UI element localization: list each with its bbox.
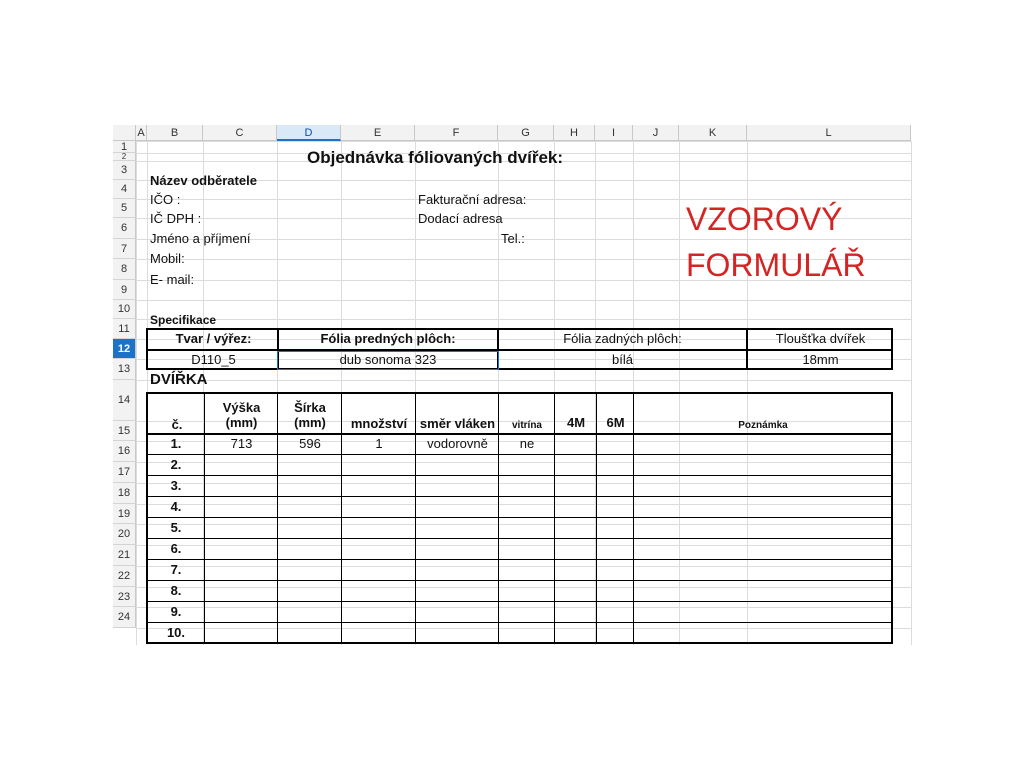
door-row-num: 8. — [170, 583, 182, 598]
column-header-a[interactable]: A — [136, 125, 147, 141]
form-title: Objednávka fóliovaných dvířek: — [307, 148, 564, 167]
col-num-header: č. — [171, 417, 183, 432]
col-height-header: Výška — [222, 400, 261, 415]
table-border — [277, 392, 278, 644]
door-row-num: 7. — [170, 562, 182, 577]
table-border — [204, 392, 205, 644]
row-header-21[interactable]: 21 — [113, 545, 136, 566]
row-header-5[interactable]: 5 — [113, 199, 136, 218]
row-header-17[interactable]: 17 — [113, 462, 136, 483]
table-border — [596, 392, 597, 644]
row-header-12[interactable]: 12 — [113, 339, 136, 359]
customer-heading: Název odběratele — [150, 173, 257, 188]
delivery-address-label: Dodací adresa — [418, 211, 503, 226]
thickness-label: Tloušťka dvířek — [775, 331, 866, 346]
row-header-19[interactable]: 19 — [113, 504, 136, 524]
col-qty-header: množství — [350, 416, 408, 431]
row-header-18[interactable]: 18 — [113, 483, 136, 504]
sample-form-stamp: VZOROVÝ FORMULÁŘ — [686, 201, 866, 283]
door-row-num: 2. — [170, 457, 182, 472]
column-header-e[interactable]: E — [341, 125, 415, 141]
name-label: Jméno a příjmení — [150, 231, 251, 246]
phone-label: Tel.: — [501, 231, 525, 246]
front-foil-value: dub sonoma 323 — [339, 352, 437, 367]
doors-heading: DVÍŘKA — [150, 371, 208, 388]
row-header-22[interactable]: 22 — [113, 566, 136, 587]
row-header-6[interactable]: 6 — [113, 218, 136, 239]
door-row-num: 10. — [166, 625, 186, 640]
select-all-corner[interactable] — [113, 125, 136, 141]
col-vitrina-header: vitrína — [511, 420, 542, 431]
icdph-label: IČ DPH : — [150, 211, 202, 226]
column-header-i[interactable]: I — [595, 125, 633, 141]
grid-line — [136, 300, 911, 301]
grid-line — [136, 141, 911, 142]
column-header-l[interactable]: L — [747, 125, 911, 141]
table-border — [146, 454, 893, 455]
grid-line — [911, 141, 912, 645]
spec-heading: Specifikace — [150, 313, 217, 327]
row-header-24[interactable]: 24 — [113, 607, 136, 628]
row-header-23[interactable]: 23 — [113, 587, 136, 607]
row-header-20[interactable]: 20 — [113, 524, 136, 545]
table-border — [498, 392, 499, 644]
column-header-c[interactable]: C — [203, 125, 277, 141]
grid-line — [136, 319, 911, 320]
shape-value: D110_5 — [191, 352, 236, 367]
column-header-h[interactable]: H — [554, 125, 595, 141]
table-border — [146, 496, 893, 497]
shape-label: Tvar / výřez: — [175, 331, 252, 346]
door-row-num: 1. — [170, 436, 182, 451]
thickness-value: 18mm — [802, 352, 839, 367]
row-header-2[interactable]: 2 — [113, 153, 136, 161]
column-header-d[interactable]: D — [277, 125, 341, 141]
door-row-num: 9. — [170, 604, 182, 619]
column-header-j[interactable]: J — [633, 125, 679, 141]
front-foil-label: Fólia predných plôch: — [320, 331, 456, 346]
row-header-7[interactable]: 7 — [113, 239, 136, 259]
table-border — [146, 580, 893, 581]
ico-label: IČO : — [150, 192, 181, 207]
col-height-unit: (mm) — [225, 415, 258, 430]
grid-line — [136, 380, 911, 381]
door-row-num: 4. — [170, 499, 182, 514]
door-row-num: 6. — [170, 541, 182, 556]
col-6m-header: 6M — [606, 415, 625, 430]
table-border — [146, 517, 893, 518]
mobile-label: Mobil: — [150, 251, 185, 266]
row-header-3[interactable]: 3 — [113, 161, 136, 180]
table-border — [146, 559, 893, 560]
door-vitrina: ne — [519, 436, 535, 451]
selected-cell[interactable] — [277, 351, 499, 370]
door-row-num: 3. — [170, 478, 182, 493]
column-header-k[interactable]: K — [679, 125, 747, 141]
row-header-10[interactable]: 10 — [113, 300, 136, 319]
table-border — [146, 349, 893, 351]
row-header-13[interactable]: 13 — [113, 359, 136, 380]
row-header-8[interactable]: 8 — [113, 259, 136, 280]
row-header-9[interactable]: 9 — [113, 280, 136, 300]
door-qty: 1 — [375, 436, 383, 451]
door-height: 713 — [230, 436, 253, 451]
row-header-4[interactable]: 4 — [113, 180, 136, 199]
grid-line — [136, 141, 137, 645]
col-4m-header: 4M — [566, 415, 586, 430]
back-foil-value: bílá — [612, 352, 633, 367]
column-header-b[interactable]: B — [147, 125, 203, 141]
row-header-16[interactable]: 16 — [113, 441, 136, 462]
column-header-g[interactable]: G — [498, 125, 554, 141]
column-header-f[interactable]: F — [415, 125, 498, 141]
table-border — [633, 392, 634, 644]
table-border — [341, 392, 342, 644]
email-label: E- mail: — [150, 272, 195, 287]
back-foil-label: Fólia zadných plôch: — [563, 331, 682, 346]
col-note-header: Poznámka — [738, 420, 788, 431]
row-header-1[interactable]: 1 — [113, 141, 136, 153]
billing-address-label: Fakturační adresa: — [418, 192, 527, 207]
row-header-15[interactable]: 15 — [113, 421, 136, 441]
row-header-14[interactable]: 14 — [113, 380, 136, 421]
col-width-header: Šírka — [294, 400, 326, 415]
table-border — [415, 392, 416, 644]
table-border — [146, 601, 893, 602]
col-grain-header: směr vláken — [419, 416, 496, 431]
row-header-11[interactable]: 11 — [113, 319, 136, 339]
table-border — [146, 538, 893, 539]
door-width: 596 — [299, 436, 321, 451]
door-row-num: 5. — [170, 520, 182, 535]
table-border — [146, 475, 893, 476]
col-width-unit: (mm) — [294, 415, 326, 430]
table-border — [554, 392, 555, 644]
door-grain: vodorovně — [427, 436, 488, 451]
table-border — [146, 622, 893, 623]
